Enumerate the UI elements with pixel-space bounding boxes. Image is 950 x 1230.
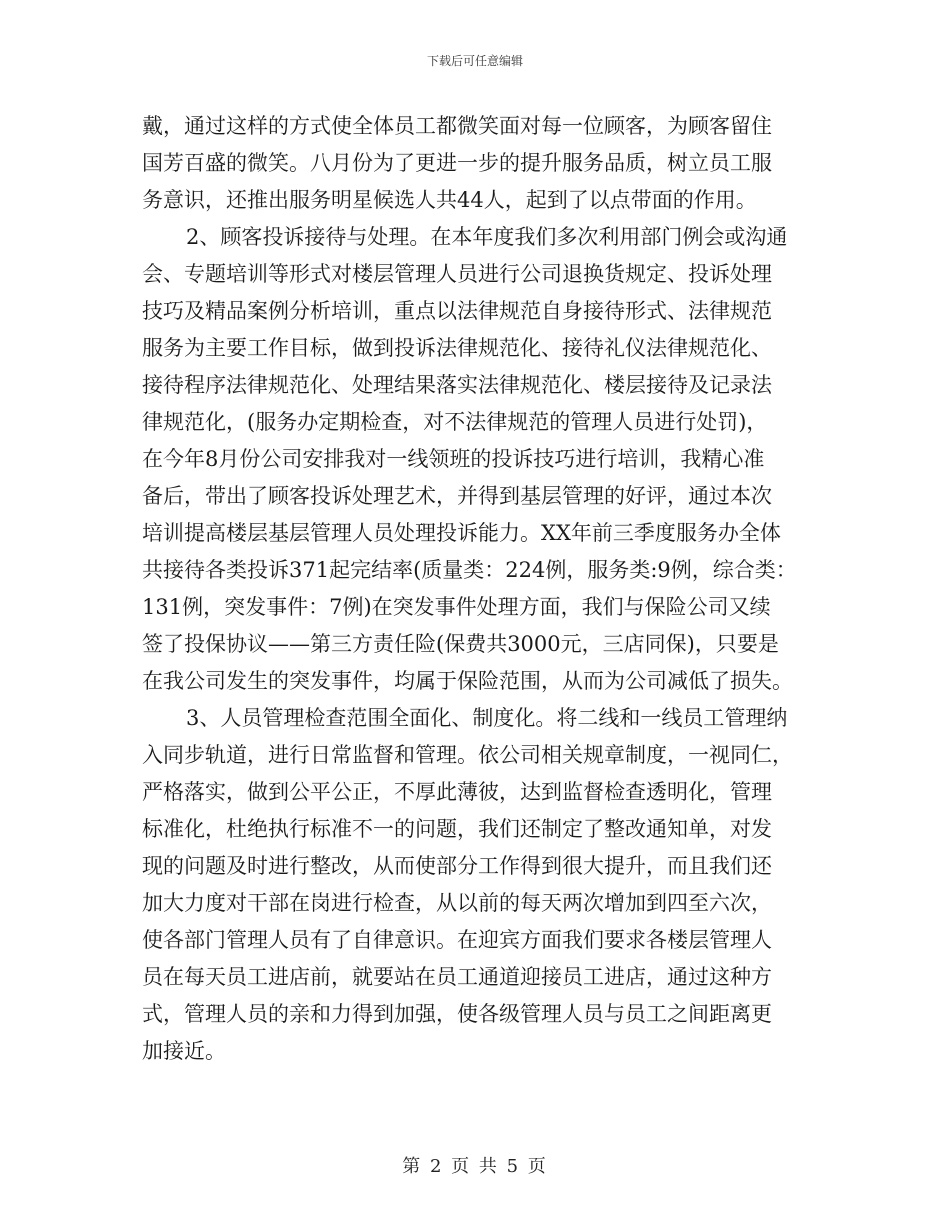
text-line: 标准化，杜绝执行标准不一的问题，我们还制定了整改通知单，对发 — [142, 817, 772, 841]
text-line: 会、专题培训等形式对楼层管理人员进行公司退换货规定、投诉处理 — [142, 262, 772, 286]
text-line: 接待程序法律规范化、处理结果落实法律规范化、楼层接待及记录法 — [142, 373, 772, 397]
text-line: 在今年8月份公司安排我对一线领班的投诉技巧进行培训，我精心准 — [142, 447, 765, 471]
text-line: 加大力度对干部在岗进行检查，从以前的每天两次增加到四至六次， — [142, 891, 772, 915]
page-header: 下载后可任意编辑 — [426, 54, 523, 68]
text-line: 在我公司发生的突发事件，均属于保险范围，从而为公司减低了损失。 — [142, 669, 793, 693]
page-number-footer: 第 2 页 共 5 页 — [402, 1156, 548, 1177]
text-line: 律规范化，(服务办定期检查，对不法律规范的管理人员进行处罚)， — [142, 410, 768, 434]
text-line: 务意识，还推出服务明星候选人共44人，起到了以点带面的作用。 — [142, 188, 757, 212]
text-line: 入同步轨道，进行日常监督和管理。依公司相关规章制度，一视同仁， — [142, 743, 793, 767]
text-line: 现的问题及时进行整改，从而使部分工作得到很大提升，而且我们还 — [142, 854, 772, 878]
text-line: 使各部门管理人员有了自律意识。在迎宾方面我们要求各楼层管理人 — [142, 928, 772, 952]
text-line: 加接近。 — [142, 1039, 226, 1063]
text-line: 戴，通过这样的方式使全体员工都微笑面对每一位顾客，为顾客留住 — [142, 114, 772, 138]
text-line: 培训提高楼层基层管理人员处理投诉能力。XX年前三季度服务办全体 — [142, 521, 781, 545]
paragraph-start-line: 2、顾客投诉接待与处理。在本年度我们多次利用部门例会或沟通 — [186, 225, 788, 249]
text-line: 国芳百盛的微笑。八月份为了更进一步的提升服务品质，树立员工服 — [142, 151, 772, 175]
text-line: 备后，带出了顾客投诉处理艺术，并得到基层管理的好评，通过本次 — [142, 484, 772, 508]
text-line: 技巧及精品案例分析培训，重点以法律规范自身接待形式、法律规范 — [142, 299, 772, 323]
text-line: 共接待各类投诉371起完结率(质量类：224例，服务类:9例，综合类： — [142, 558, 797, 582]
document-body — [142, 108, 822, 1070]
text-line: 签了投保协议——第三方责任险(保费共3000元，三店同保)，只要是 — [142, 632, 779, 656]
paragraph-start-line: 3、人员管理检查范围全面化、制度化。将二线和一线员工管理纳 — [186, 706, 788, 730]
text-line: 131例，突发事件：7例)在突发事件处理方面，我们与保险公司又续 — [142, 595, 771, 619]
text-line: 严格落实，做到公平公正，不厚此薄彼，达到监督检查透明化，管理 — [142, 780, 772, 804]
text-line: 服务为主要工作目标，做到投诉法律规范化、接待礼仪法律规范化、 — [142, 336, 772, 360]
text-line: 式，管理人员的亲和力得到加强，使各级管理人员与员工之间距离更 — [142, 1002, 772, 1026]
text-line: 员在每天员工进店前，就要站在员工通道迎接员工进店，通过这种方 — [142, 965, 772, 989]
